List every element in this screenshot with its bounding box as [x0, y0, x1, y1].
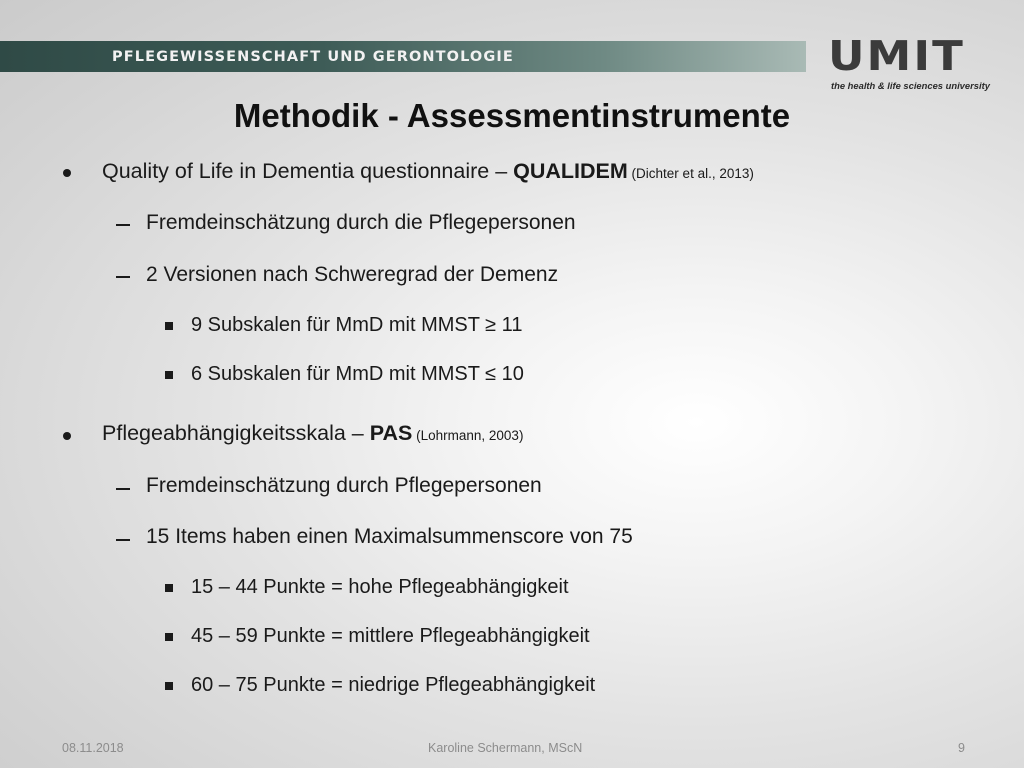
slide-title: Methodik - Assessmentinstrumente [233, 97, 791, 134]
dash-icon [116, 224, 130, 226]
sub-item: 15 Items haben einen Maximalsummenscore von 75 [146, 525, 633, 548]
footer-date: 08.11.2018 [62, 741, 124, 755]
logo-tagline: the health & life sciences university [831, 80, 990, 91]
dash-icon [116, 539, 130, 541]
footer-page-number: 9 [958, 741, 965, 755]
logo-wordmark: UMIT [828, 31, 965, 81]
bullet-pas-acronym: PAS [369, 421, 413, 445]
square-bullet-icon [165, 371, 173, 379]
bullet-pas-citation: (Lohrmann, 2003) [412, 428, 524, 443]
bullet-pas [102, 421, 523, 446]
sub-item: Fremdeinschätzung durch Pflegepersonen [146, 474, 542, 497]
bullet-qualidem-text: Quality of Life in Dementia questionnaire – [102, 159, 514, 183]
bullet-qualidem [102, 159, 754, 184]
sub-item: Fremdeinschätzung durch die Pflegepersonen [146, 211, 576, 234]
square-bullet-icon [165, 682, 173, 690]
sub-sub-item: 9 Subskalen für MmD mit MMST ≥ 11 [191, 314, 523, 336]
dash-icon [116, 488, 130, 490]
bullet-dot-icon [63, 169, 71, 177]
sub-sub-item: 15 – 44 Punkte = hohe Pflegeabhängigkeit [191, 576, 569, 598]
header-band-text: PFLEGEWISSENSCHAFT UND GERONTOLOGIE [112, 49, 514, 65]
square-bullet-icon [165, 584, 173, 592]
dash-icon [116, 276, 130, 278]
footer-author: Karoline Schermann, MScN [428, 741, 583, 755]
square-bullet-icon [165, 633, 173, 641]
bullet-qualidem-citation: (Dichter et al., 2013) [627, 166, 754, 181]
bullet-pas-text: Pflegeabhängigkeitsskala – [102, 421, 370, 445]
sub-sub-item: 6 Subskalen für MmD mit MMST ≤ 10 [191, 363, 524, 385]
square-bullet-icon [165, 322, 173, 330]
sub-sub-item: 60 – 75 Punkte = niedrige Pflegeabhängigkeit [191, 674, 596, 696]
sub-item: 2 Versionen nach Schweregrad der Demenz [146, 263, 559, 286]
bullet-dot-icon [63, 432, 71, 440]
bullet-qualidem-acronym: QUALIDEM [513, 159, 628, 183]
sub-sub-item: 45 – 59 Punkte = mittlere Pflegeabhängigkeit [191, 625, 590, 647]
